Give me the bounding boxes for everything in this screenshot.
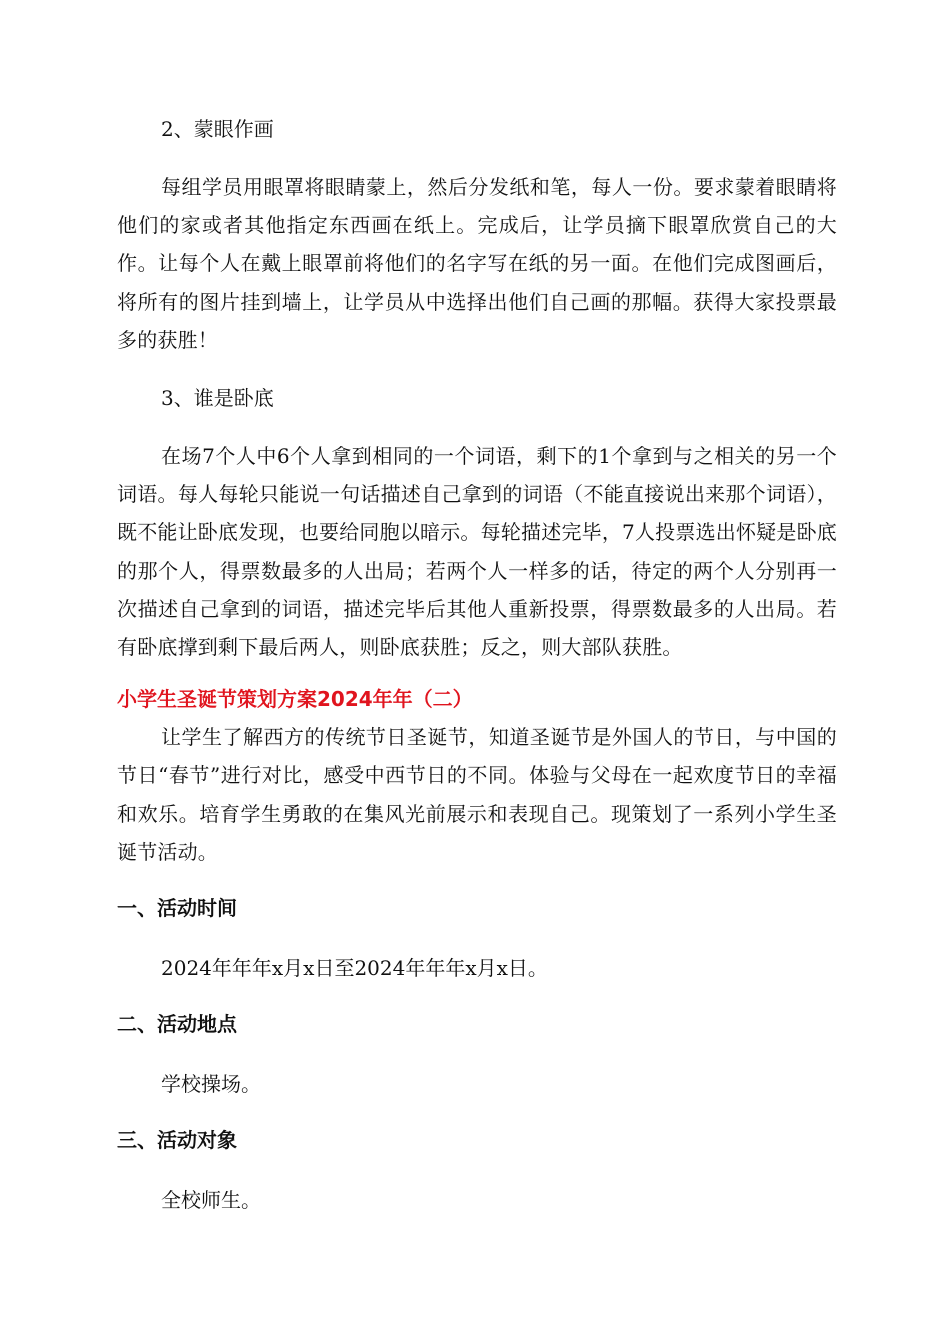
game-3-heading: 3、谁是卧底 [161,386,274,411]
game-2-description: 每组学员用眼罩将眼睛蒙上，然后分发纸和笔，每人一份。要求蒙着眼睛将他们的家或者其他指定东西画在纸上。完成后，让学员摘下眼罩欣赏自己的大作。让每个人在戴上眼罩前将他们的名字写在纸的另一面。在他们完成图画后，将所有的图片挂到墙上，让学员从中选择出他们自己画的那幅。获得大家投票最多的获胜！ [117,175,837,352]
document-body [117,110,837,1219]
activity-time-heading: 一、活动时间 [117,896,237,921]
activity-time-text: 2024年年年x月x日至2024年年年x月x日。 [161,956,548,981]
game-3-description: 在场7个人中6个人拿到相同的一个词语，剩下的1个拿到与之相关的另一个词语。每人每轮只能说一句话描述自己拿到的词语（不能直接说出来那个词语），既不能让卧底发现，也要给同胞以暗示。每轮描述完毕，7人投票选出怀疑是卧底的那个人，得票数最多的人出局；若两个人一样多的话，待定的两个人分别再一次描述自己拿到的词语，描述完毕后其他人重新投票，得票数最多的人出局。若有卧底撑到剩下最后两人，则卧底获胜；反之，则大部队获胜。 [117,444,837,660]
activity-target-text: 全校师生。 [161,1188,261,1213]
intro-paragraph: 让学生了解西方的传统节日圣诞节，知道圣诞节是外国人的节日，与中国的节日“春节”进行对比，感受中西节日的不同。体验与父母在一起欢度节日的幸福和欢乐。培育学生勇敢的在集风光前展示和表现自己。现策划了一系列小学生圣诞节活动。 [117,725,837,864]
section-title: 小学生圣诞节策划方案2024年年（二） [117,687,473,712]
activity-target-heading: 三、活动对象 [117,1128,237,1153]
game-2-heading: 2、蒙眼作画 [161,117,274,141]
activity-place-heading: 二、活动地点 [117,1012,237,1037]
activity-place-text: 学校操场。 [161,1072,261,1097]
